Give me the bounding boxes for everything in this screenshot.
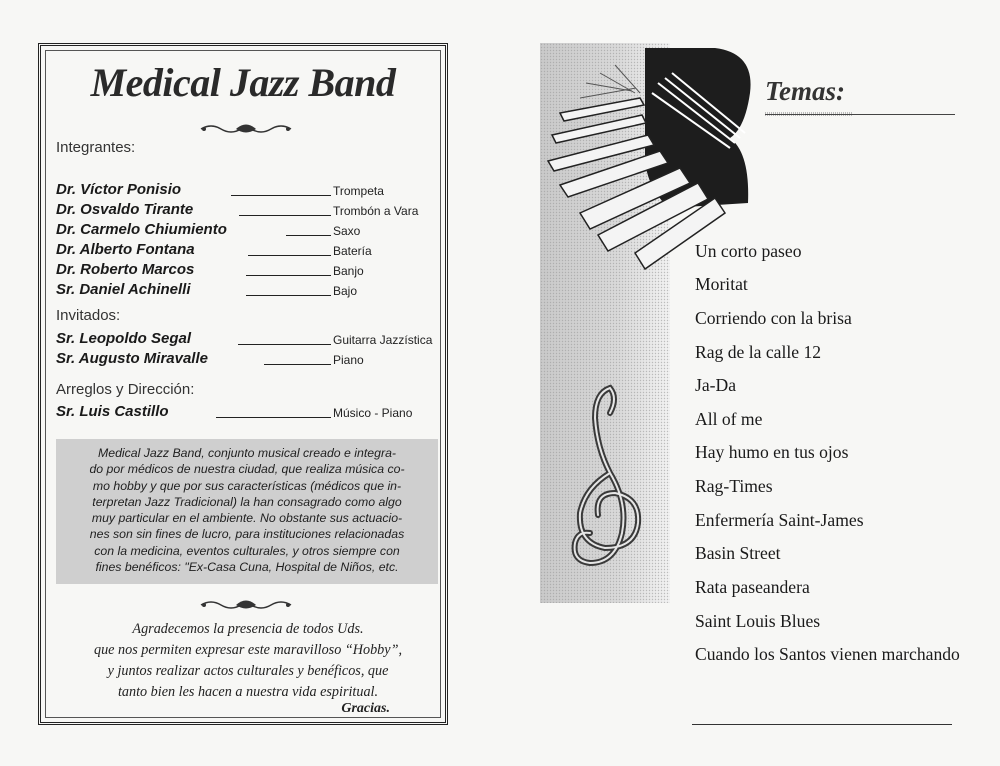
song-item: Rata paseandera [695,577,810,597]
leader-line [264,364,331,365]
song-item: Un corto paseo [695,241,802,261]
director-row [56,403,436,423]
member-row [56,261,436,281]
bottom-rule [692,724,952,725]
leader-line [238,344,331,345]
member-instrument: Trompeta [333,184,384,198]
song-item: Saint Louis Blues [695,611,821,631]
thanks-message [52,619,444,703]
song-item: Cuando los Santos vienen marchando [695,644,960,664]
song-item: All of me [695,409,763,429]
guest-instrument: Piano [333,353,364,367]
leader-line [231,195,331,196]
member-instrument: Trombón a Vara [333,204,419,218]
leader-line [246,275,331,276]
member-row [56,241,436,261]
member-name: Dr. Carmelo Chiumiento [56,221,227,238]
member-instrument: Banjo [333,264,364,278]
thanks-line: tanto bien les hacen a nuestra vida espiritual. [117,684,379,700]
director-instrument: Músico - Piano [333,406,413,420]
direction-label: Arreglos y Dirección: [56,381,195,398]
thanks-line: Agradecemos la presencia de todos Uds. [132,621,364,637]
member-name: Dr. Roberto Marcos [56,261,195,278]
description-line: con la medicina, eventos culturales, y otros siempre con [94,543,400,558]
member-row [56,181,436,201]
song-item: Rag de la calle 12 [695,342,822,362]
leader-line [246,295,331,296]
description-line: mo hobby y que por sus características (médicos que in- [92,478,402,493]
guest-instrument: Guitarra Jazzística [333,333,433,347]
leader-line [239,215,331,216]
leader-line [216,417,331,418]
song-item: Ja-Da [695,375,737,395]
description-text [60,445,434,575]
description-box [56,439,438,584]
ornament-divider-icon [196,597,296,613]
signoff: Gracias. [341,701,390,716]
member-name: Dr. Osvaldo Tirante [56,201,194,218]
director-name: Sr. Luis Castillo [56,403,169,420]
description-line: fines benéficos: "Ex-Casa Cuna, Hospital de Niños, etc. [95,560,399,575]
leader-line [286,235,331,236]
guest-name: Sr. Augusto Miravalle [56,350,208,367]
thanks-line: y juntos realizar actos culturales y benéficos, que [107,663,389,679]
song-item: Rag-Times [695,476,773,496]
description-line: do por médicos de nuestra ciudad, que realiza música co- [89,462,405,477]
member-instrument: Saxo [333,224,361,238]
guests-label: Invitados: [56,307,121,324]
song-item: Corriendo con la brisa [695,308,852,328]
description-line: Medical Jazz Band, conjunto musical creado e integra- [97,446,396,460]
guest-row [56,350,436,370]
member-instrument: Batería [333,244,372,258]
program-left-panel [38,43,448,725]
member-name: Sr. Daniel Achinelli [56,281,191,298]
songs-heading: Temas: [765,76,845,106]
ornament-divider-icon [196,121,296,137]
description-line: terpretan Jazz Tradicional) la han consagrado como algo [92,494,402,509]
member-row [56,221,436,241]
guest-name: Sr. Leopoldo Segal [56,330,192,347]
member-name: Dr. Alberto Fontana [56,241,195,258]
member-instrument: Bajo [333,284,358,298]
leader-line [248,255,331,256]
member-row [56,281,436,301]
guest-row [56,330,436,350]
panel-inner-border [45,50,441,718]
heading-rule [765,114,955,115]
thanks-line: que nos permiten expresar este maravilloso “Hobby”, [93,642,403,658]
song-item: Moritat [695,274,748,294]
song-item: Hay humo en tus ojos [695,442,849,462]
band-title: Medical Jazz Band [90,60,396,105]
description-line: nes son sin fines de lucro, para instituciones relacionadas [89,527,405,542]
description-line: muy particular en el ambiente. No obstante sus actuacio- [91,511,403,526]
member-name: Dr. Víctor Ponisio [56,181,182,198]
members-label: Integrantes: [56,139,136,156]
member-row [56,201,436,221]
song-item: Enfermería Saint-James [695,510,864,530]
song-item: Basin Street [695,543,781,563]
